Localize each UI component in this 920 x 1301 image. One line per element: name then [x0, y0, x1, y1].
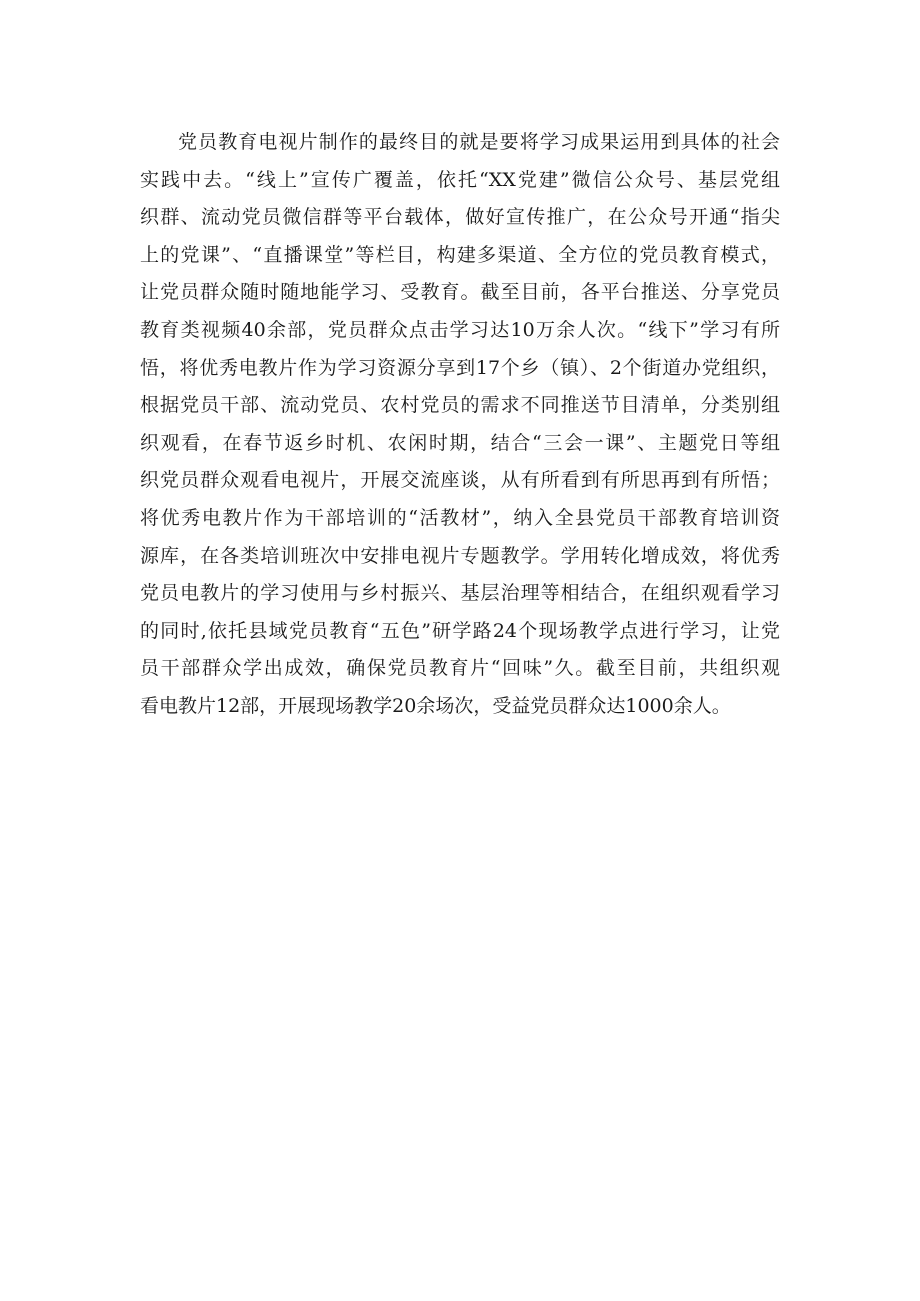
paragraph-line: 根据党员干部、流动党员、农村党员的需求不同推送节目清单，分类别组 [140, 394, 780, 417]
paragraph-line: 源库，在各类培训班次中安排电视片专题教学。学用转化增成效，将优秀 [140, 544, 780, 567]
paragraph-line: 员干部群众学出成效，确保党员教育片“回味”久。截至目前，共组织观 [140, 657, 780, 680]
paragraph-line: 织党员群众观看电视片，开展交流座谈，从有所看到有所思再到有所悟； [140, 469, 780, 492]
paragraph-line: 党员教育电视片制作的最终目的就是要将学习成果运用到具体的社会 [178, 131, 780, 153]
paragraph-line: 党员电教片的学习使用与乡村振兴、基层治理等相结合，在组织观看学习 [140, 582, 780, 605]
paragraph-line: 实践中去。“线上”宣传广覆盖，依托“XX党建”微信公众号、基层党组 [140, 168, 780, 191]
paragraph-line: 织群、流动党员微信群等平台载体，做好宣传推广，在公众号开通“指尖 [140, 206, 780, 229]
paragraph-line: 教育类视频40余部，党员群众点击学习达10万余人次。“线下”学习有所 [140, 318, 780, 341]
paragraph-line: 上的党课”、“直播课堂”等栏目，构建多渠道、全方位的党员教育模式， [140, 243, 780, 266]
paragraph-line-last: 看电教片12部，开展现场教学20余场次，受益党员群众达1000余人。 [140, 694, 731, 717]
paragraph-line: 让党员群众随时随地能学习、受教育。截至目前，各平台推送、分享党员 [140, 281, 780, 304]
paragraph-line: 的同时,依托县域党员教育“五色”研学路24个现场教学点进行学习，让党 [140, 619, 780, 642]
paragraph-line: 悟，将优秀电教片作为学习资源分享到17个乡（镇）、2个街道办党组织， [140, 356, 780, 379]
paragraph-line: 织观看，在春节返乡时机、农闲时期，结合“三会一课”、主题党日等组 [140, 431, 780, 454]
paragraph-line: 将优秀电教片作为干部培训的“活教材”，纳入全县党员干部教育培训资 [140, 506, 780, 529]
body-paragraph [140, 124, 780, 726]
